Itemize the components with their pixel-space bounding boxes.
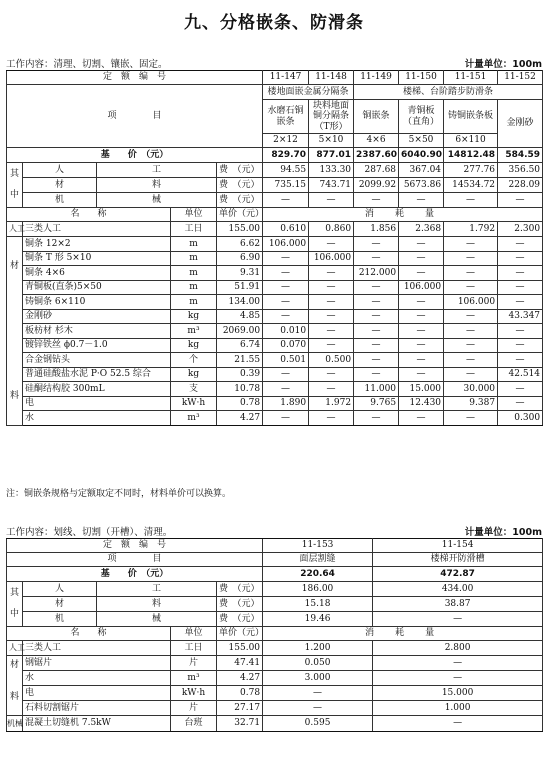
consumption-cell: 9.387 — [444, 396, 498, 411]
cost-cell: 2099.92 — [354, 178, 399, 193]
cost-row-machine — [7, 612, 543, 627]
cost-b: 工 — [97, 582, 217, 597]
consumption-cell: — — [309, 280, 354, 295]
resource-price: 155.00 — [217, 222, 263, 237]
section1-materials — [7, 237, 543, 426]
consumption-cell: — — [498, 382, 543, 397]
material-row — [7, 324, 543, 339]
subitem-cell: 金刚砂 — [498, 100, 543, 148]
section1-meta — [6, 56, 542, 70]
spec-cell: 2×12 — [263, 134, 309, 148]
consumption-cell: 2.300 — [498, 222, 543, 237]
resource-name: 混凝土切缝机 7.5kW — [23, 716, 171, 732]
section2-meta — [6, 524, 542, 538]
consumption-cell: — — [498, 280, 543, 295]
cost-row-labor — [7, 582, 543, 597]
subitem-cell: 铜嵌条 — [354, 100, 399, 134]
section2-materials — [7, 656, 543, 716]
consumption-cell: 0.070 — [263, 338, 309, 353]
consumption-cell: — — [263, 309, 309, 324]
resource-price: 21.55 — [217, 353, 263, 368]
consumption-cell: — — [444, 309, 498, 324]
material-row — [7, 280, 543, 295]
col-name-header: 名 称 — [7, 208, 171, 222]
consumption-cell: 106.000 — [263, 237, 309, 252]
consumption-cell: 1.972 — [309, 396, 354, 411]
cost-c: 费 （元） — [217, 597, 263, 612]
material-row — [7, 656, 543, 671]
item-label: 项 目 — [7, 85, 263, 148]
consumption-cell: 212.000 — [354, 266, 399, 281]
resource-name: 铜条 12×2 — [23, 237, 171, 252]
consumption-cell: 0.595 — [263, 716, 373, 732]
cost-cell: 5673.86 — [399, 178, 444, 193]
col-price-header: 单价（元） — [217, 627, 263, 641]
spec-cell: 4×6 — [354, 134, 399, 148]
quota-code-row — [7, 539, 543, 553]
code-cell: 11-151 — [444, 71, 498, 85]
consumption-cell: — — [263, 686, 373, 701]
resource-unit: kg — [171, 338, 217, 353]
subitem-cell: 水磨石铜嵌条 — [263, 100, 309, 134]
quota-code-row — [7, 71, 543, 85]
consumption-cell: 1.200 — [263, 641, 373, 656]
spec-cell: 5×10 — [309, 134, 354, 148]
consumption-cell: — — [354, 324, 399, 339]
resource-name: 水 — [23, 671, 171, 686]
code-cell: 11-147 — [263, 71, 309, 85]
cost-cell: — — [354, 193, 399, 208]
labor-row — [7, 222, 543, 237]
consumption-cell: — — [399, 266, 444, 281]
consumption-cell: 1.792 — [444, 222, 498, 237]
cost-row-material — [7, 178, 543, 193]
consumption-cell: 42.514 — [498, 367, 543, 382]
resource-price: 10.78 — [217, 382, 263, 397]
consumption-cell: 0.500 — [309, 353, 354, 368]
material-row — [7, 353, 543, 368]
consumption-cell: — — [263, 701, 373, 716]
category-labor: 人工 — [7, 641, 23, 656]
consumption-cell: — — [373, 716, 543, 732]
cost-cell: 367.04 — [399, 163, 444, 178]
consumption-cell: — — [498, 237, 543, 252]
resource-price: 4.27 — [217, 411, 263, 426]
consumption-cell: — — [263, 251, 309, 266]
consumption-cell: 43.347 — [498, 309, 543, 324]
consumption-cell: 11.000 — [354, 382, 399, 397]
resource-name: 铸铜条 6×110 — [23, 295, 171, 310]
consumption-cell: 0.050 — [263, 656, 373, 671]
section1-unit: 计量单位：100m — [464, 59, 542, 70]
cost-cell: 15.18 — [263, 597, 373, 612]
page-title: 九、分格嵌条、防滑条 — [184, 13, 364, 33]
base-price-label: 基 价 （元） — [7, 148, 263, 163]
consumption-cell: 1.856 — [354, 222, 399, 237]
section2-work-content: 工作内容：划线、切割（开槽）、清理。 — [6, 527, 173, 538]
consumption-cell: — — [444, 411, 498, 426]
material-row — [7, 251, 543, 266]
labor-row — [7, 641, 543, 656]
consumption-cell: 15.000 — [399, 382, 444, 397]
col-unit-header: 单位 — [171, 208, 217, 222]
consumption-cell: — — [444, 266, 498, 281]
material-row — [7, 411, 543, 426]
consumption-cell: — — [498, 324, 543, 339]
consumption-cell: — — [399, 411, 444, 426]
cost-cell: 735.15 — [263, 178, 309, 193]
resource-price: 0.39 — [217, 367, 263, 382]
cost-cell: — — [373, 612, 543, 627]
consumption-cell: — — [444, 251, 498, 266]
consumption-cell: 0.610 — [263, 222, 309, 237]
consumption-cell: — — [354, 251, 399, 266]
cost-row-labor — [7, 163, 543, 178]
resource-price: 6.62 — [217, 237, 263, 252]
base-price-cell: 829.70 — [263, 148, 309, 163]
resource-unit: m³ — [171, 411, 217, 426]
consumption-cell: — — [263, 280, 309, 295]
resource-name: 金刚砂 — [23, 309, 171, 324]
consumption-cell: — — [309, 309, 354, 324]
consumption-cell: — — [498, 396, 543, 411]
consumption-cell: 106.000 — [444, 295, 498, 310]
base-price-cell: 584.59 — [498, 148, 543, 163]
cost-cell: 38.87 — [373, 597, 543, 612]
col-consumption-header: 消 耗 量 — [263, 627, 543, 641]
material-row — [7, 338, 543, 353]
consumption-cell: — — [354, 367, 399, 382]
subitem-cell: 铸铜嵌条板 — [444, 100, 498, 134]
group-row — [7, 85, 543, 100]
consumption-cell: 3.000 — [263, 671, 373, 686]
column-header-row — [7, 627, 543, 641]
consumption-cell: — — [263, 382, 309, 397]
resource-unit: 工日 — [171, 222, 217, 237]
consumption-cell: — — [399, 338, 444, 353]
cost-cell: — — [399, 193, 444, 208]
material-row — [7, 382, 543, 397]
cost-a: 材 — [23, 178, 97, 193]
material-row — [7, 295, 543, 310]
consumption-cell: — — [263, 411, 309, 426]
consumption-cell: — — [498, 266, 543, 281]
of-which-label: 其 中 — [7, 163, 23, 208]
consumption-cell: — — [263, 266, 309, 281]
consumption-cell: 15.000 — [373, 686, 543, 701]
resource-price: 4.85 — [217, 309, 263, 324]
resource-name: 板枋材 杉木 — [23, 324, 171, 339]
base-price-row — [7, 148, 543, 163]
consumption-cell: — — [399, 251, 444, 266]
consumption-cell: — — [399, 237, 444, 252]
cost-cell: 434.00 — [373, 582, 543, 597]
cost-cell: 14534.72 — [444, 178, 498, 193]
cost-b: 械 — [97, 612, 217, 627]
resource-name: 普通硅酸盐水泥 P·O 52.5 综合 — [23, 367, 171, 382]
resource-name: 硅酮结构胶 300mL — [23, 382, 171, 397]
resource-price: 51.91 — [217, 280, 263, 295]
consumption-cell: — — [354, 309, 399, 324]
resource-name: 水 — [23, 411, 171, 426]
consumption-cell: — — [309, 338, 354, 353]
cost-cell: — — [263, 193, 309, 208]
group-floor-strips: 楼地面嵌金属分隔条 — [263, 85, 354, 100]
consumption-cell: — — [444, 367, 498, 382]
cost-cell: 277.76 — [444, 163, 498, 178]
resource-price: 0.78 — [217, 396, 263, 411]
spec-cell: 5×50 — [399, 134, 444, 148]
consumption-cell: — — [444, 353, 498, 368]
consumption-cell: — — [309, 324, 354, 339]
consumption-cell: — — [309, 382, 354, 397]
col-unit-header: 单位 — [171, 627, 217, 641]
resource-price: 27.17 — [217, 701, 263, 716]
resource-name: 青铜板(直条)5×50 — [23, 280, 171, 295]
resource-price: 2069.00 — [217, 324, 263, 339]
cost-cell: 19.46 — [263, 612, 373, 627]
resource-unit: kW·h — [171, 686, 217, 701]
cost-cell: — — [444, 193, 498, 208]
resource-unit: kW·h — [171, 396, 217, 411]
resource-name: 电 — [23, 396, 171, 411]
resource-price: 0.78 — [217, 686, 263, 701]
code-cell: 11-153 — [263, 539, 373, 553]
item-label: 项 目 — [7, 553, 263, 567]
base-price-cell: 6040.90 — [399, 148, 444, 163]
cost-row-machine — [7, 193, 543, 208]
cost-cell: 186.00 — [263, 582, 373, 597]
category-material: 材 料 — [7, 656, 23, 716]
consumption-cell: — — [399, 295, 444, 310]
code-cell: 11-148 — [309, 71, 354, 85]
cost-b: 械 — [97, 193, 217, 208]
cost-cell: 94.55 — [263, 163, 309, 178]
consumption-cell: — — [354, 338, 399, 353]
cost-b: 料 — [97, 178, 217, 193]
col-name-header: 名 称 — [7, 627, 171, 641]
resource-unit: 个 — [171, 353, 217, 368]
resource-unit: m — [171, 251, 217, 266]
consumption-cell: — — [354, 295, 399, 310]
resource-unit: m — [171, 237, 217, 252]
subitem-cell: 面层割缝 — [263, 553, 373, 567]
consumption-cell: — — [498, 353, 543, 368]
consumption-cell: 0.860 — [309, 222, 354, 237]
cost-a: 机 — [23, 193, 97, 208]
cost-a: 人 — [23, 163, 97, 178]
resource-price: 47.41 — [217, 656, 263, 671]
consumption-cell: 106.000 — [309, 251, 354, 266]
consumption-cell: 9.765 — [354, 396, 399, 411]
consumption-cell: — — [399, 309, 444, 324]
consumption-cell: — — [498, 338, 543, 353]
cost-c: 费 （元） — [217, 612, 263, 627]
resource-name: 铜条 T 形 5×10 — [23, 251, 171, 266]
section1-work-content: 工作内容：清理、切割、镶嵌、固定。 — [6, 59, 168, 70]
material-row — [7, 686, 543, 701]
consumption-cell: 2.800 — [373, 641, 543, 656]
material-row — [7, 701, 543, 716]
subitem-cell: 块料地面铜分隔条（T形） — [309, 100, 354, 134]
section1-table — [6, 70, 543, 426]
resource-price: 9.31 — [217, 266, 263, 281]
resource-unit: m — [171, 280, 217, 295]
resource-name: 铜条 4×6 — [23, 266, 171, 281]
consumption-cell: — — [309, 411, 354, 426]
material-row — [7, 396, 543, 411]
consumption-cell: — — [309, 367, 354, 382]
quota-code-label: 定 额 编 号 — [7, 71, 263, 85]
consumption-cell: — — [354, 411, 399, 426]
consumption-cell: — — [309, 295, 354, 310]
material-row — [7, 367, 543, 382]
material-row — [7, 237, 543, 252]
resource-price: 6.90 — [217, 251, 263, 266]
consumption-cell: — — [354, 280, 399, 295]
resource-unit: 片 — [171, 701, 217, 716]
resource-unit: m³ — [171, 671, 217, 686]
resource-unit: 工日 — [171, 641, 217, 656]
consumption-cell: — — [444, 338, 498, 353]
subitem-row — [7, 553, 543, 567]
material-row — [7, 309, 543, 324]
consumption-cell: 106.000 — [399, 280, 444, 295]
resource-price: 134.00 — [217, 295, 263, 310]
consumption-cell: 1.890 — [263, 396, 309, 411]
category-labor: 人工 — [7, 222, 23, 237]
spec-cell: 6×110 — [444, 134, 498, 148]
cost-b: 料 — [97, 597, 217, 612]
consumption-cell: 0.501 — [263, 353, 309, 368]
resource-unit: m — [171, 295, 217, 310]
consumption-cell: — — [444, 237, 498, 252]
subitem-cell: 青铜板（直角） — [399, 100, 444, 134]
cost-cell: 228.09 — [498, 178, 543, 193]
consumption-cell: 30.000 — [444, 382, 498, 397]
base-price-cell: 220.64 — [263, 567, 373, 582]
category-material: 材 料 — [7, 237, 23, 426]
cost-a: 材 — [23, 597, 97, 612]
resource-unit: 片 — [171, 656, 217, 671]
section2-unit: 计量单位：100m — [464, 527, 542, 538]
material-row — [7, 266, 543, 281]
consumption-cell: — — [263, 295, 309, 310]
consumption-cell: 1.000 — [373, 701, 543, 716]
category-machine: 机械 — [7, 716, 23, 732]
cost-cell: — — [498, 193, 543, 208]
resource-unit: m³ — [171, 324, 217, 339]
col-price-header: 单价（元） — [217, 208, 263, 222]
consumption-cell: — — [444, 324, 498, 339]
consumption-cell: 12.430 — [399, 396, 444, 411]
col-consumption-header: 消 耗 量 — [263, 208, 543, 222]
resource-name: 合金钢钻头 — [23, 353, 171, 368]
base-price-cell: 877.01 — [309, 148, 354, 163]
consumption-cell: 0.300 — [498, 411, 543, 426]
code-cell: 11-150 — [399, 71, 444, 85]
consumption-cell: — — [354, 353, 399, 368]
group-stair-antislip: 楼梯、台阶踏步防滑条 — [354, 85, 543, 100]
base-price-cell: 2387.60 — [354, 148, 399, 163]
resource-price: 155.00 — [217, 641, 263, 656]
resource-unit: m — [171, 266, 217, 281]
resource-unit: kg — [171, 367, 217, 382]
resource-name: 三类人工 — [23, 222, 171, 237]
section2-table — [6, 538, 543, 732]
resource-name: 石料切割锯片 — [23, 701, 171, 716]
base-price-row — [7, 567, 543, 582]
consumption-cell: — — [373, 656, 543, 671]
cost-cell: 356.50 — [498, 163, 543, 178]
resource-name: 钢锯片 — [23, 656, 171, 671]
code-cell: 11-149 — [354, 71, 399, 85]
base-price-label: 基 价 （元） — [7, 567, 263, 582]
resource-name: 镀锌铁丝 ϕ0.7－1.0 — [23, 338, 171, 353]
consumption-cell: — — [309, 266, 354, 281]
consumption-cell: — — [444, 280, 498, 295]
cost-cell: 743.71 — [309, 178, 354, 193]
cost-b: 工 — [97, 163, 217, 178]
cost-cell: 133.30 — [309, 163, 354, 178]
cost-c: 费 （元） — [217, 193, 263, 208]
base-price-cell: 14812.48 — [444, 148, 498, 163]
cost-row-material — [7, 597, 543, 612]
cost-a: 人 — [23, 582, 97, 597]
resource-price: 32.71 — [217, 716, 263, 732]
consumption-cell: — — [309, 237, 354, 252]
consumption-cell: — — [498, 295, 543, 310]
machine-row — [7, 716, 543, 732]
consumption-cell: — — [399, 367, 444, 382]
resource-unit: 台班 — [171, 716, 217, 732]
cost-c: 费 （元） — [217, 163, 263, 178]
cost-cell: 287.68 — [354, 163, 399, 178]
consumption-cell: — — [263, 367, 309, 382]
consumption-cell: — — [373, 671, 543, 686]
consumption-cell: — — [399, 324, 444, 339]
section1-note: 注：铜嵌条规格与定额取定不同时，材料单价可以换算。 — [6, 489, 232, 499]
resource-unit: 支 — [171, 382, 217, 397]
resource-price: 6.74 — [217, 338, 263, 353]
resource-name: 三类人工 — [23, 641, 171, 656]
subitem-cell: 楼梯开防滑槽 — [373, 553, 543, 567]
quota-code-label: 定 额 编 号 — [7, 539, 263, 553]
cost-cell: — — [309, 193, 354, 208]
consumption-cell: — — [354, 237, 399, 252]
cost-a: 机 — [23, 612, 97, 627]
consumption-cell: 2.368 — [399, 222, 444, 237]
material-row — [7, 671, 543, 686]
code-cell: 11-152 — [498, 71, 543, 85]
resource-name: 电 — [23, 686, 171, 701]
cost-c: 费 （元） — [217, 178, 263, 193]
cost-c: 费 （元） — [217, 582, 263, 597]
resource-unit: kg — [171, 309, 217, 324]
consumption-cell: — — [498, 251, 543, 266]
consumption-cell: 0.010 — [263, 324, 309, 339]
column-header-row — [7, 208, 543, 222]
of-which-label: 其 中 — [7, 582, 23, 627]
resource-price: 4.27 — [217, 671, 263, 686]
base-price-cell: 472.87 — [373, 567, 543, 582]
consumption-cell: — — [399, 353, 444, 368]
code-cell: 11-154 — [373, 539, 543, 553]
